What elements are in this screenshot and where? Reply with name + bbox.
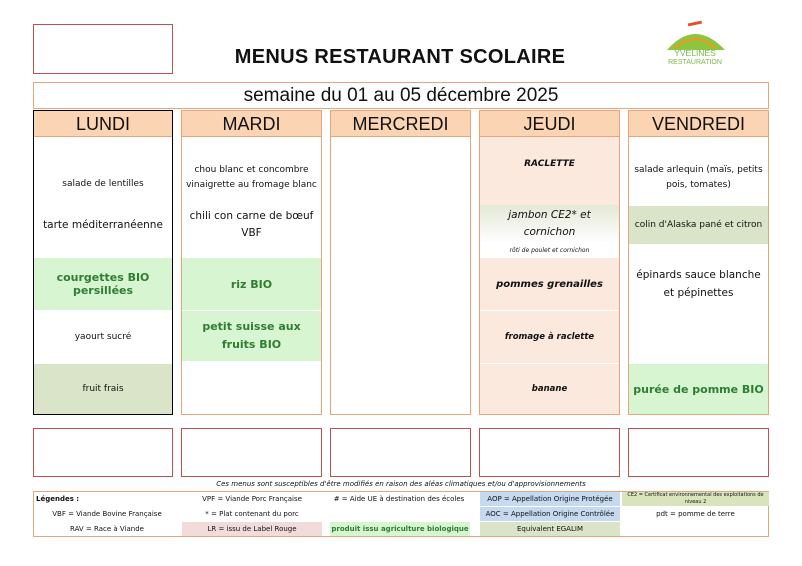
legend-porc: * = Plat contenant du porc: [205, 510, 299, 518]
menu-laitage: petit suisse aux fruits BIO: [182, 311, 321, 361]
top-left-box: [33, 24, 173, 74]
menu-plat-alternative: rôti de poulet et cornichon: [509, 246, 590, 254]
day-column-jeudi: [479, 110, 620, 415]
day-header: MERCREDI: [331, 111, 470, 137]
menu-entree: salade arlequin (maïs, petits pois, tomates): [634, 165, 763, 190]
legend-pdt: pdt = pomme de terre: [656, 510, 735, 518]
page-title: MENUS RESTAURANT SCOLAIRE: [234, 46, 566, 68]
menu-dessert: purée de pomme BIO: [629, 364, 768, 414]
menu-accompagnement: courgettes BIO persillées: [34, 258, 172, 310]
menu-laitage: yaourt sucré: [74, 332, 132, 342]
extra-row-cell: [181, 428, 322, 477]
menu-accompagnement: pommes grenailles: [480, 258, 619, 310]
logo-text: YVELINES RESTAURATION: [668, 48, 722, 66]
legend-rav: RAV = Race à Viande: [70, 525, 144, 533]
menu-laitage: [629, 311, 768, 363]
day-column-mardi: [181, 110, 322, 415]
day-header: VENDREDI: [629, 111, 768, 137]
extra-row-cell: [33, 428, 173, 477]
extra-row-cell: [330, 428, 471, 477]
legend-box: [33, 491, 769, 537]
menu-plat: jambon CE2* et cornichon: [480, 205, 619, 243]
menu-plat: colin d'Alaska pané et citron: [629, 206, 768, 244]
menu-plat: chili con carne de bœuf VBF: [189, 210, 314, 239]
menu-entree: RACLETTE: [480, 137, 619, 205]
legend-aide-ue: # = Aide UE à destination des écoles: [333, 495, 465, 503]
menu-dessert: [182, 364, 321, 414]
day-header: JEUDI: [480, 111, 619, 137]
menu-dessert: banane: [480, 364, 619, 414]
day-column-mercredi: [330, 110, 471, 415]
menu-accompagnement: épinards sauce blanche et pépinettes: [636, 269, 761, 299]
extra-row-cell: [628, 428, 769, 477]
day-column-vendredi: [628, 110, 769, 415]
legend-aop: AOP = Appellation Origine Protégée: [480, 492, 620, 506]
day-column-lundi: [33, 110, 173, 415]
legend-vpf: VPF = Viande Porc Française: [202, 495, 302, 503]
extra-row-cell: [479, 428, 620, 477]
disclaimer-note: Ces menus sont susceptibles d'être modifiés en raison des aléas climatiques et/ou d'approvisionnements: [216, 480, 586, 488]
menu-accompagnement: riz BIO: [182, 258, 321, 310]
menu-entree: chou blanc et concombre vinaigrette au fromage blanc: [186, 165, 317, 190]
menu-dessert: fruit frais: [34, 364, 172, 414]
day-header: MARDI: [182, 111, 321, 137]
day-header: LUNDI: [34, 111, 172, 137]
legend-label-rouge: LR = issu de Label Rouge: [182, 522, 322, 536]
legend-vbf: VBF = Viande Bovine Française: [52, 510, 162, 518]
legend-bio: produit issu agriculture biologique: [330, 522, 470, 536]
legend-aoc: AOC = Appellation Origine Contrôlée: [480, 507, 620, 521]
legend-title: Légendes :: [36, 495, 80, 503]
week-banner: semaine du 01 au 05 décembre 2025: [33, 82, 769, 109]
menu-plat: tarte méditerranéenne: [43, 219, 163, 231]
legend-egalim: Equivalent EGALIM: [480, 522, 620, 536]
legend-ce2: CE2 = Certificat environnemental des exploitations de niveau 2: [622, 492, 769, 506]
menu-entree: salade de lentilles: [62, 179, 144, 189]
menu-laitage: fromage à raclette: [480, 311, 619, 363]
